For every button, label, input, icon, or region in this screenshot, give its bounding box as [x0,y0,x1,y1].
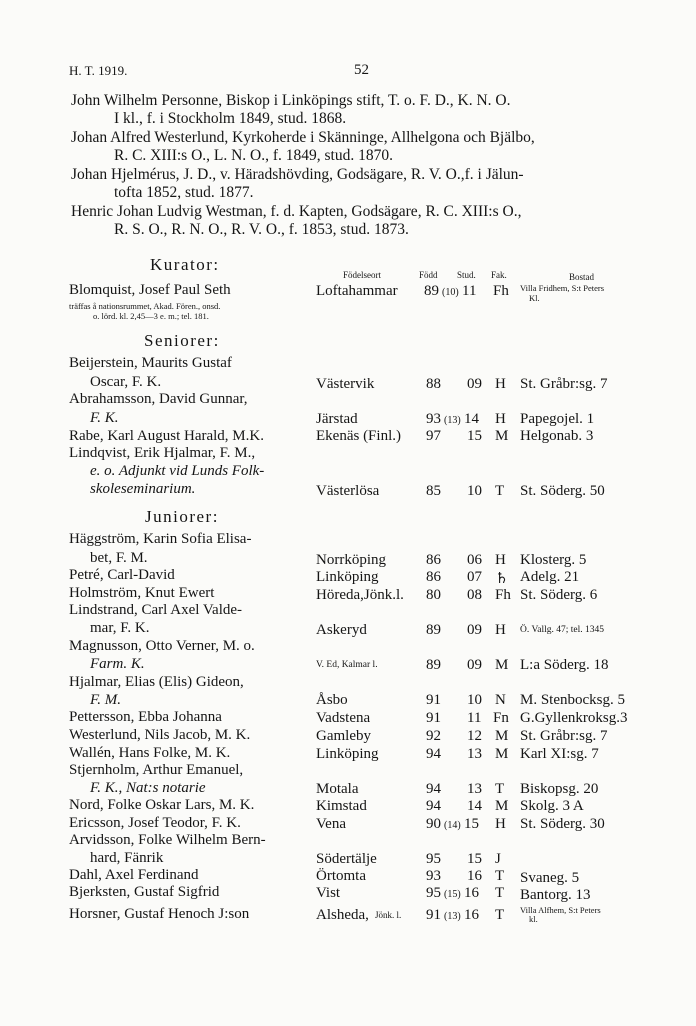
page-number: 52 [354,62,369,78]
member-fak: M [495,798,509,814]
member-address: Klosterg. 5 [520,552,587,568]
member-stud: 09 [467,657,482,673]
member-stud-note: (13) [444,911,461,922]
member-birthplace: Åsbo [316,692,348,708]
member-born: 97 [426,428,441,444]
member-birthplace: Västerlösa [316,483,380,499]
member-fak: H [495,622,506,638]
member-name-cont: F. K. [90,410,119,426]
member-born: 88 [426,376,441,392]
column-header-birthplace: Födelseort [343,270,381,280]
member-stud: 11 [467,710,482,726]
member-name: Hjalmar, Elias (Elis) Gideon, [69,674,244,690]
member-name: Beijerstein, Maurits Gustaf [69,355,232,371]
running-header: H. T. 1919. [69,63,128,78]
member-born: 92 [426,728,441,744]
member-fak: M [495,657,509,673]
member-born: 90 [426,816,441,832]
member-fak: Fn [493,710,509,726]
member-name: Wallén, Hans Folke, M. K. [69,745,231,761]
member-birthplace: Motala [316,781,359,797]
member-stud: 08 [467,587,482,603]
column-header-address: Bostad [569,272,595,282]
member-name: Häggström, Karin Sofia Elisa- [69,531,252,547]
kurator-address-line1: Villa Fridhem, S:t Peters [520,283,605,293]
member-address: St. Söderg. 6 [520,587,598,603]
column-header-born: Född [419,270,438,280]
member-name: Petré, Carl-David [69,567,175,583]
member-fak: M [495,728,509,744]
member-born: 93 [426,411,441,427]
member-address: Svaneg. 5 [520,870,580,886]
member-birthplace: Vadstena [316,710,371,726]
column-header-fak: Fak. [491,270,507,280]
member-birthplace: Kimstad [316,798,367,814]
member-stud: 13 [467,746,482,762]
member-fak: T [495,781,505,797]
honorary-entry: Johan Hjelmérus, J. D., v. Häradshövding, Godsägare, R. V. O.,f. i Jälun- [71,166,524,183]
member-name-cont: hard, Fänrik [90,850,164,866]
member-stud-note: (13) [444,415,461,426]
member-stud: 06 [467,552,482,568]
member-birthplace: Linköping [316,569,379,585]
member-stud: 15 [464,816,479,832]
section-heading-juniorer: Juniorer: [145,507,219,526]
member-born: 89 [426,657,441,673]
kurator-note: träffas å nationsrummet, Akad. Fören., onsd. [69,301,221,311]
member-stud-note: (15) [444,889,461,900]
member-birthplace: Örtomta [316,868,366,884]
honorary-entry: John Wilhelm Personne, Biskop i Linköpings stift, T. o. F. D., K. N. O. [71,92,511,109]
honorary-entry-cont: R. S. O., R. N. O., R. V. O., f. 1853, stud. 1873. [114,221,409,238]
member-name-cont: F. M. [90,692,121,708]
member-birthplace: V. Ed, Kalmar l. [316,660,378,670]
member-name-cont: skoleseminarium. [90,481,196,497]
kurator-address-line2: Kl. [529,293,540,303]
honorary-entry-cont: I kl., f. i Stockholm 1849, stud. 1868. [114,110,347,127]
member-name: Lindqvist, Erik Hjalmar, F. M., [69,445,256,461]
member-fak: T [495,885,505,901]
member-stud: 15 [467,428,482,444]
member-name: Holmström, Knut Ewert [69,585,215,601]
member-address: Karl XI:sg. 7 [520,746,599,762]
member-name: Ericsson, Josef Teodor, F. K. [69,815,241,831]
member-fak: H [495,411,506,427]
member-address: Papegojel. 1 [520,411,595,427]
member-born: 94 [426,798,441,814]
honorary-entry: Johan Alfred Westerlund, Kyrkoherde i Skänninge, Allhelgona och Bjälbo, [71,129,535,146]
kurator-stud: 11 [462,283,477,299]
member-name: Nord, Folke Oskar Lars, M. K. [69,797,255,813]
member-born: 94 [426,746,441,762]
member-born: 95 [426,885,441,901]
member-stud: 10 [467,483,482,499]
member-born: 85 [426,483,441,499]
member-fak: ♄ [495,571,509,587]
kurator-name: Blomquist, Josef Paul Seth [69,282,231,298]
member-address-line2: kl. [529,914,538,924]
member-stud: 16 [464,907,479,923]
member-name: Dahl, Axel Ferdinand [69,867,199,883]
member-address: St. Gråbr:sg. 7 [520,376,608,392]
member-address: St. Söderg. 50 [520,483,605,499]
member-stud: 10 [467,692,482,708]
member-stud: 07 [467,569,482,585]
member-name: Bjerksten, Gustaf Sigfrid [69,884,220,900]
member-birthplace: Södertälje [316,851,377,867]
member-name: Lindstrand, Carl Axel Valde- [69,602,243,618]
member-name-cont: bet, F. M. [90,550,148,566]
member-birthplace: Järstad [316,411,358,427]
member-stud-note: (14) [444,820,461,831]
member-address: Skolg. 3 A [520,798,584,814]
member-fak: Fh [495,587,511,603]
member-fak: M [495,746,509,762]
section-heading-seniorer: Seniorer: [144,331,220,350]
member-stud: 16 [464,885,479,901]
member-name: Magnusson, Otto Verner, M. o. [69,638,255,654]
member-birthplace: Höreda,Jönk.l. [316,587,404,603]
member-born: 91 [426,692,441,708]
member-address: M. Stenbocksg. 5 [520,692,625,708]
member-stud: 14 [467,798,482,814]
member-stud: 12 [467,728,482,744]
member-name: Westerlund, Nils Jacob, M. K. [69,727,251,743]
member-address: Ö. Vallg. 47; tel. 1345 [520,625,605,635]
kurator-stud-note: (10) [442,287,459,298]
member-address: L:a Söderg. 18 [520,657,609,673]
member-birthplace: Linköping [316,746,379,762]
member-stud: 16 [467,868,482,884]
member-stud: 09 [467,622,482,638]
member-fak: J [495,851,501,867]
member-born: 93 [426,868,441,884]
member-address: Biskopsg. 20 [520,781,599,797]
member-name: Rabe, Karl August Harald, M.K. [69,428,264,444]
member-address: St. Gråbr:sg. 7 [520,728,608,744]
member-fak: H [495,376,506,392]
column-header-stud: Stud. [457,270,476,280]
member-name: Arvidsson, Folke Wilhelm Bern- [69,832,266,848]
member-born: 80 [426,587,441,603]
member-born: 94 [426,781,441,797]
honorary-entry-cont: tofta 1852, stud. 1877. [114,184,254,201]
member-address-line1: Villa Alfhem, S:t Peters [520,905,601,915]
member-fak: H [495,816,506,832]
member-birthplace: Norrköping [316,552,386,568]
section-heading-kurator: Kurator: [150,255,220,274]
member-born: 86 [426,569,441,585]
member-fak: T [495,907,505,923]
member-birthplace: Alsheda, [316,907,369,923]
member-stud: 13 [467,781,482,797]
member-fak: N [495,692,506,708]
member-address: Helgonab. 3 [520,428,594,444]
member-fak: T [495,868,505,884]
member-name-cont: F. K., Nat:s notarie [90,780,206,796]
member-birthplace: Gamleby [316,728,371,744]
member-fak: M [495,428,509,444]
member-address: Adelg. 21 [520,569,580,585]
member-fak: H [495,552,506,568]
member-address: St. Söderg. 30 [520,816,605,832]
member-name-cont: Farm. K. [90,656,145,672]
kurator-birthplace: Loftahammar [316,283,398,299]
member-born: 86 [426,552,441,568]
member-name: Abrahamsson, David Gunnar, [69,391,248,407]
member-address: G.Gyllenkroksg.3 [520,710,628,726]
kurator-born: 89 [424,283,439,299]
member-stud: 14 [464,411,479,427]
member-name-cont: e. o. Adjunkt vid Lunds Folk- [90,463,265,479]
member-fak: T [495,483,505,499]
member-born: 89 [426,622,441,638]
member-stud: 09 [467,376,482,392]
member-born: 91 [426,710,441,726]
member-birthplace-county: Jönk. l. [375,910,402,920]
honorary-entry: Henric Johan Ludvig Westman, f. d. Kapten, Godsägare, R. C. XIII:s O., [71,203,522,220]
member-born: 95 [426,851,441,867]
member-name: Horsner, Gustaf Henoch J:son [69,906,250,922]
member-birthplace: Askeryd [316,622,367,638]
member-name-cont: Oscar, F. K. [90,374,162,390]
honorary-entry-cont: R. C. XIII:s O., L. N. O., f. 1849, stud. 1870. [114,147,393,164]
member-address: Bantorg. 13 [520,887,591,903]
member-born: 91 [426,907,441,923]
member-name: Pettersson, Ebba Johanna [69,709,222,725]
member-birthplace: Ekenäs (Finl.) [316,428,401,444]
kurator-note-cont: o. lörd. kl. 2,45—3 e. m.; tel. 181. [93,311,209,321]
kurator-fak: Fh [493,283,509,299]
member-stud: 15 [467,851,482,867]
member-name-cont: mar, F. K. [90,620,150,636]
member-name: Stjernholm, Arthur Emanuel, [69,762,244,778]
member-birthplace: Västervik [316,376,375,392]
member-birthplace: Vena [316,816,346,832]
member-birthplace: Vist [316,885,341,901]
